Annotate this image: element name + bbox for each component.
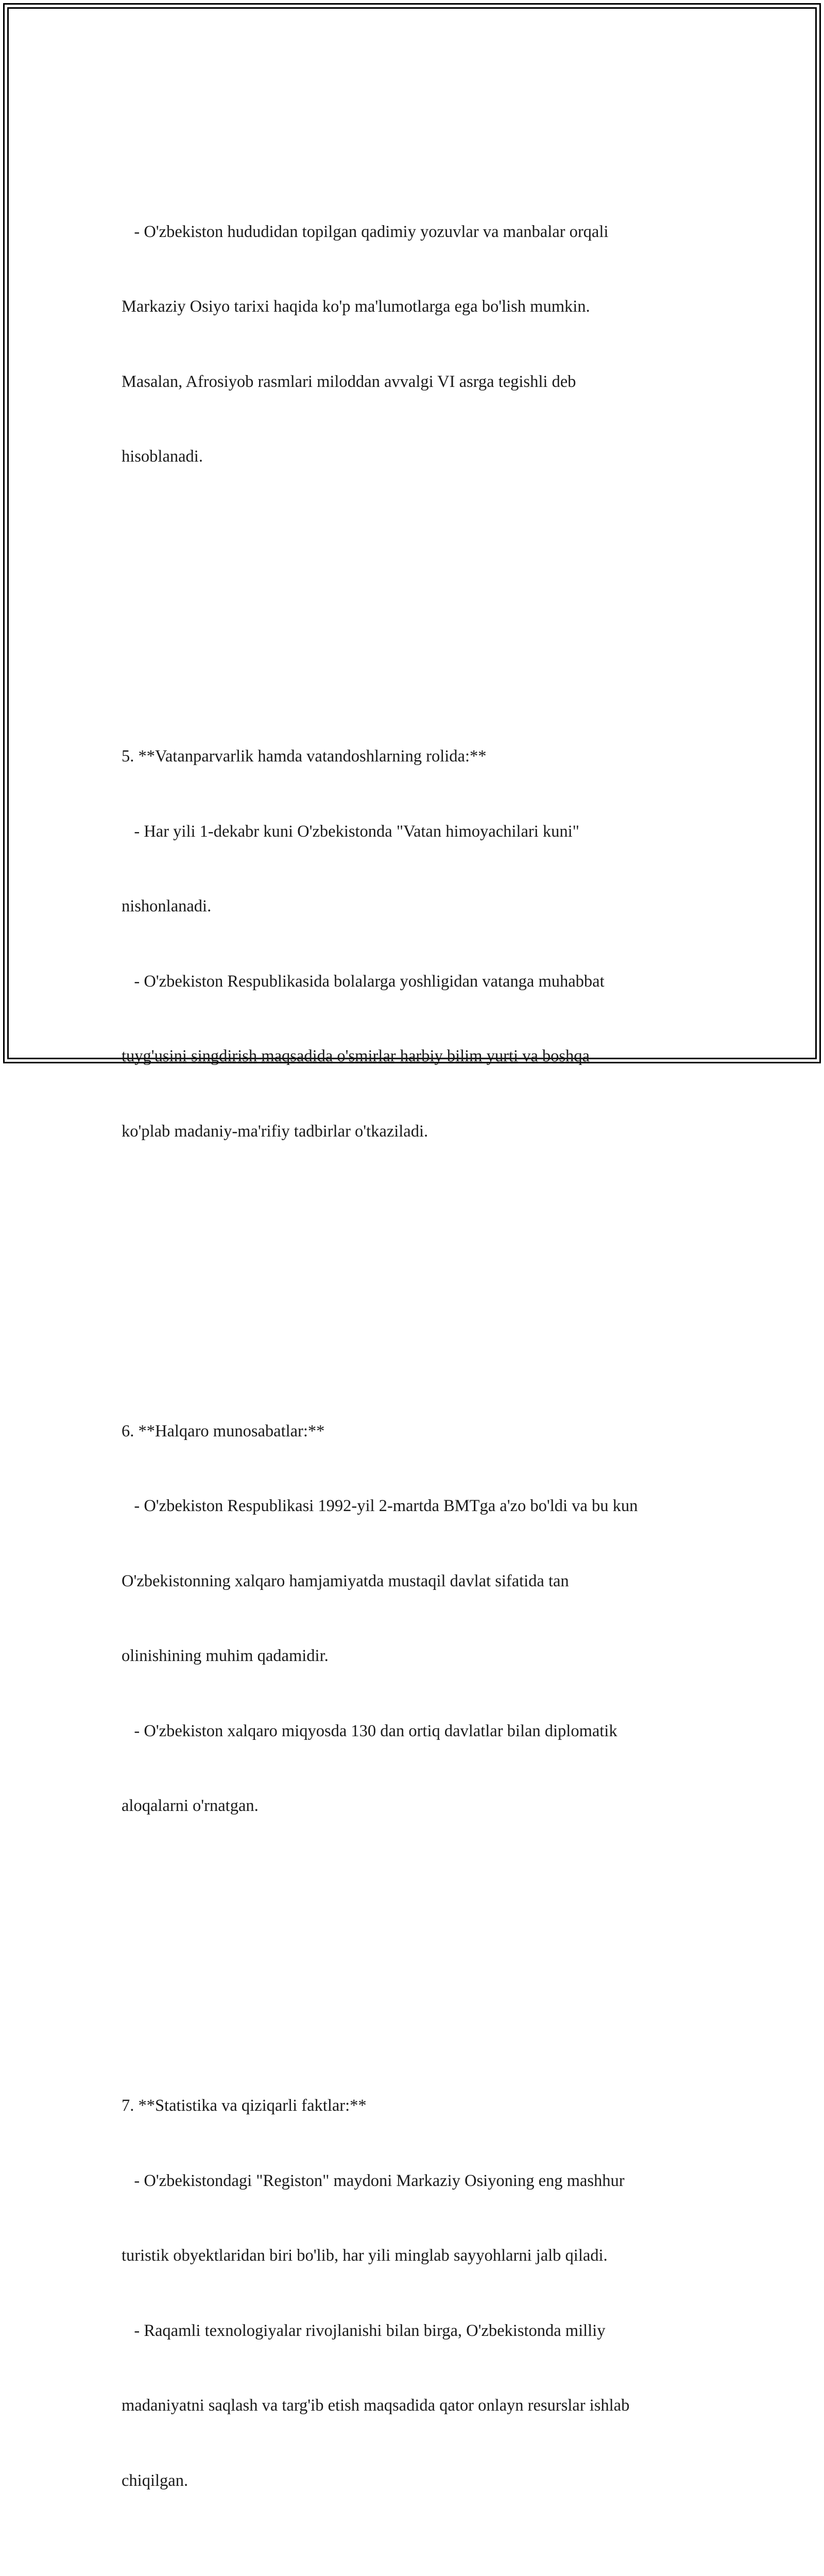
- text-line: aloqalarni o'rnatgan.: [122, 1797, 259, 1815]
- text-line: olinishining muhim qadamidir.: [122, 1647, 329, 1665]
- section-heading: 7. **Statistika va qiziqarli faktlar:**: [122, 2096, 367, 2115]
- paragraph-spacer: [122, 594, 714, 619]
- text-line: hisoblanadi.: [122, 447, 203, 466]
- section-7: [122, 2043, 714, 2543]
- text-line: O'zbekistonning xalqaro hamjamiyatda mustaqil davlat sifatida tan: [122, 1571, 569, 1590]
- section-5: [122, 694, 714, 1194]
- text-line: - Raqamli texnologiyalar rivojlanishi bilan birga, O'zbekistonda milliy: [122, 2321, 606, 2340]
- section-6: [122, 1369, 714, 1869]
- text-line: - O'zbekiston Respublikasida bolalarga yoshligidan vatanga muhabbat: [122, 972, 605, 991]
- text-line: - Har yili 1-dekabr kuni O'zbekistonda "Vatan himoyachilari kuni": [122, 822, 579, 841]
- text-line: nishonlanadi.: [122, 897, 212, 916]
- text-line: madaniyatni saqlash va targ'ib etish maqsadida qator onlayn resurslar ishlab: [122, 2396, 630, 2415]
- paragraph-intro: [122, 170, 714, 519]
- text-line: ko'plab madaniy-ma'rifiy tadbirlar o'tkaziladi.: [122, 1122, 428, 1141]
- document-body: [122, 94, 714, 2576]
- text-line: Markaziy Osiyo tarixi haqida ko'p ma'lumotlarga ega bo'lish mumkin.: [122, 297, 590, 316]
- text-line: - O'zbekiston hududidan topilgan qadimiy yozuvlar va manbalar orqali: [122, 222, 609, 241]
- paragraph-spacer: [122, 1269, 714, 1294]
- section-heading: 5. **Vatanparvarlik hamda vatandoshlarning rolida:**: [122, 747, 487, 766]
- text-line: tuyg'usini singdirish maqsadida o'smirlar harbiy bilim yurti va boshqa: [122, 1047, 590, 1065]
- text-line: turistik obyektlaridan biri bo'lib, har yili minglab sayyohlarni jalb qiladi.: [122, 2246, 608, 2265]
- text-line: chiqilgan.: [122, 2471, 188, 2490]
- text-line: - O'zbekiston Respublikasi 1992-yil 2-martda BMTga a'zo bo'ldi va bu kun: [122, 1497, 638, 1515]
- paragraph-spacer: [122, 1943, 714, 1969]
- text-line: - O'zbekiston xalqaro miqyosda 130 dan ortiq davlatlar bilan diplomatik: [122, 1721, 617, 1740]
- text-line: - O'zbekistondagi "Registon" maydoni Markaziy Osiyoning eng mashhur: [122, 2171, 625, 2190]
- section-heading: 6. **Halqaro munosabatlar:**: [122, 1421, 325, 1440]
- text-line: Masalan, Afrosiyob rasmlari miloddan avvalgi VI asrga tegishli deb: [122, 372, 576, 391]
